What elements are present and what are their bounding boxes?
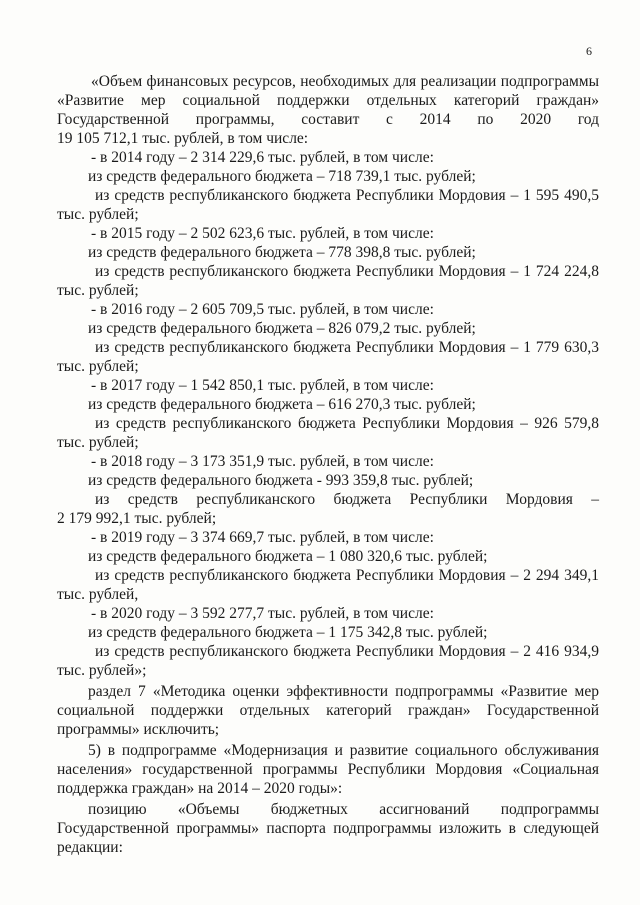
year-total-line: - в 2019 году – 3 374 669,7 тыс. рублей, в том числе: <box>91 529 434 546</box>
year-total-line: - в 2015 году – 2 502 623,6 тыс. рублей, в том числе: <box>91 225 434 242</box>
federal-budget-line: из средств федерального бюджета - 993 359,8 тыс. рублей; <box>88 472 474 489</box>
paragraph-line: редакции: <box>57 839 123 856</box>
year-total-line: - в 2018 году – 3 173 351,9 тыс. рублей, в том числе: <box>91 453 434 470</box>
paragraph-line: поддержка граждан» на 2014 – 2020 годы»: <box>57 780 343 797</box>
paragraph-line: «Объем финансовых ресурсов, необходимых для реализации подпрограммы <box>91 73 599 90</box>
paragraph-line: 19 105 712,1 тыс. рублей, в том числе: <box>57 130 309 147</box>
year-total-line: - в 2020 году – 3 592 277,7 тыс. рублей, в том числе: <box>91 605 434 622</box>
republic-budget-line: из средств республиканского бюджета Республики Мордовия – 926 579,8 <box>95 415 599 432</box>
federal-budget-line: из средств федерального бюджета – 616 270,3 тыс. рублей; <box>88 396 476 413</box>
year-total-line: - в 2014 году – 2 314 229,6 тыс. рублей, в том числе: <box>91 149 434 166</box>
paragraph-line: тыс. рублей; <box>57 358 139 375</box>
republic-budget-line: из средств республиканского бюджета Республики Мордовия – 2 416 934,9 <box>95 643 599 660</box>
federal-budget-line: из средств федерального бюджета – 826 079,2 тыс. рублей; <box>88 320 476 337</box>
paragraph-line: тыс. рублей; <box>57 434 139 451</box>
republic-budget-line: из средств республиканского бюджета Республики Мордовия – 1 595 490,5 <box>95 187 599 204</box>
paragraph-line: программы» исключить; <box>57 721 220 738</box>
paragraph-line: раздел 7 «Методика оценки эффективности подпрограммы «Развитие мер <box>88 683 599 700</box>
republic-budget-line: из средств республиканского бюджета Республики Мордовия – <box>95 491 599 508</box>
year-total-line: - в 2017 году – 1 542 850,1 тыс. рублей, в том числе: <box>91 377 434 394</box>
paragraph-line: тыс. рублей, <box>57 586 139 603</box>
document-body <box>57 72 599 857</box>
federal-budget-line: из средств федерального бюджета – 718 739,1 тыс. рублей; <box>88 168 476 185</box>
paragraph-line: тыс. рублей; <box>57 206 139 223</box>
federal-budget-line: из средств федерального бюджета – 778 398,8 тыс. рублей; <box>88 244 476 261</box>
paragraph-line: 2 179 992,1 тыс. рублей; <box>57 510 217 527</box>
page-number: 6 <box>586 44 592 58</box>
paragraph-line: тыс. рублей; <box>57 282 139 299</box>
paragraph-line: тыс. рублей»; <box>57 662 147 679</box>
federal-budget-line: из средств федерального бюджета – 1 175 342,8 тыс. рублей; <box>88 624 488 641</box>
paragraph-line: 5) в подпрограмме «Модернизация и развитие социального обслуживания <box>88 742 599 759</box>
paragraph-line: Государственной программы, составит с 2014 по 2020 год <box>57 111 599 128</box>
paragraph-line: «Развитие мер социальной поддержки отдельных категорий граждан» <box>57 92 599 109</box>
paragraph-line: населения» государственной программы Республики Мордовия «Социальная <box>57 761 599 778</box>
paragraph-line: позицию «Объемы бюджетных ассигнований подпрограммы <box>88 801 599 818</box>
year-total-line: - в 2016 году – 2 605 709,5 тыс. рублей, в том числе: <box>91 301 434 318</box>
paragraph-line: социальной поддержки отдельных категорий граждан» Государственной <box>57 702 599 719</box>
paragraph-line: Государственной программы» паспорта подпрограммы изложить в следующей <box>57 820 599 837</box>
republic-budget-line: из средств республиканского бюджета Республики Мордовия – 1 779 630,3 <box>95 339 599 356</box>
republic-budget-line: из средств республиканского бюджета Республики Мордовия – 2 294 349,1 <box>95 567 599 584</box>
republic-budget-line: из средств республиканского бюджета Республики Мордовия – 1 724 224,8 <box>95 263 599 280</box>
federal-budget-line: из средств федерального бюджета – 1 080 320,6 тыс. рублей; <box>88 548 488 565</box>
